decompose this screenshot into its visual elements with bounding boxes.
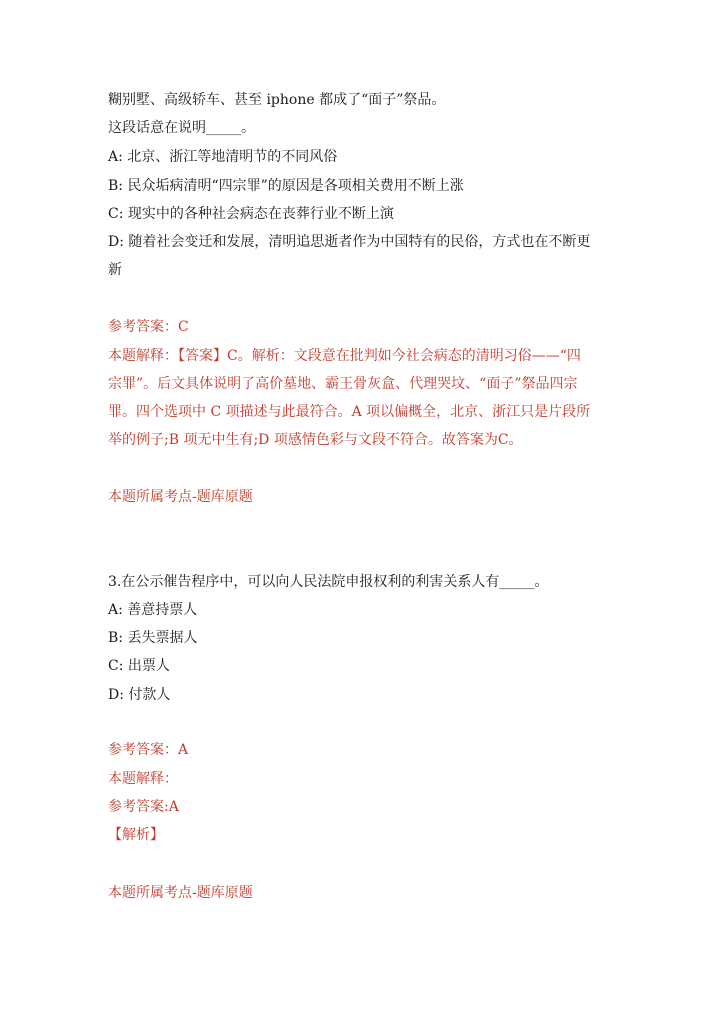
q2-stem-line-1: 糊别墅、高级轿车、甚至 iphone 都成了“面子”祭品。 xyxy=(108,92,446,108)
q2-answer: 参考答案：C xyxy=(108,319,189,335)
q2-stem-line-2: 这段话意在说明_____。 xyxy=(108,120,255,136)
q3-explain-label: 本题解释： xyxy=(108,771,178,787)
q2-option-c: C: 现实中的各种社会病态在丧葬行业不断上演 xyxy=(108,206,394,222)
q2-option-d-continued: 新 xyxy=(108,262,122,278)
q2-explain-line-3: 罪。四个选项中 C 项描述与此最符合。A 项以偏概全，北京、浙江只是片段所 xyxy=(108,404,591,420)
q3-analysis-label: 【解析】 xyxy=(108,827,164,843)
q3-option-b: B: 丢失票据人 xyxy=(108,630,198,646)
q3-answer: 参考答案：A xyxy=(108,742,189,758)
q2-explain-line-1: 本题解释：【答案】C。解析：文段意在批判如今社会病态的清明习俗——“四 xyxy=(108,348,581,364)
q2-option-a: A: 北京、浙江等地清明节的不同风俗 xyxy=(108,149,338,165)
q2-explain-line-4: 举的例子;B 项无中生有;D 项感情色彩与文段不符合。故答案为C。 xyxy=(108,432,523,448)
q2-topic: 本题所属考点-题库原题 xyxy=(108,489,253,505)
q3-stem: 3.在公示催告程序中，可以向人民法院申报权利的利害关系人有_____。 xyxy=(108,574,549,590)
q3-topic: 本题所属考点-题库原题 xyxy=(108,885,253,901)
q3-option-d: D: 付款人 xyxy=(108,687,171,703)
q3-option-a: A: 善意持票人 xyxy=(108,602,198,618)
q2-option-b: B: 民众垢病清明“四宗罪”的原因是各项相关费用不断上涨 xyxy=(108,178,464,194)
q2-option-d: D: 随着社会变迁和发展，清明追思逝者作为中国特有的民俗，方式也在不断更 xyxy=(108,234,591,250)
q3-option-c: C: 出票人 xyxy=(108,658,170,674)
q2-explain-line-2: 宗罪”。后文具体说明了高价墓地、霸王骨灰盒、代理哭坟、“面子”祭品四宗 xyxy=(108,376,578,392)
q3-answer-repeat: 参考答案:A xyxy=(108,799,179,815)
